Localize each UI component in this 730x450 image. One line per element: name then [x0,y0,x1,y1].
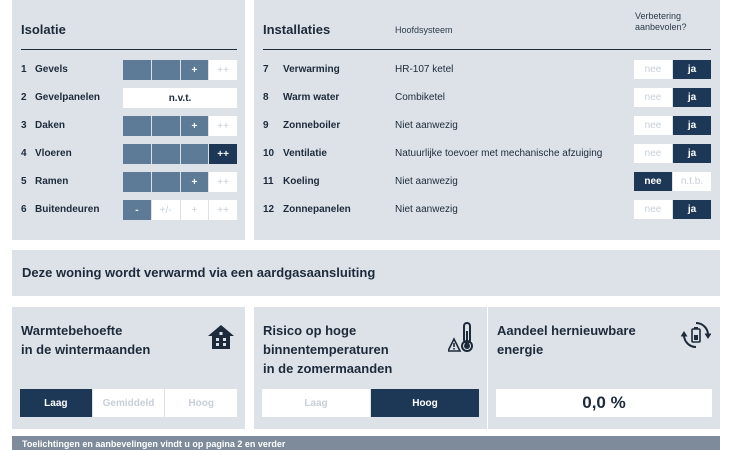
isolatie-divider [21,49,237,50]
risico-card [254,307,487,429]
isolatie-panel [12,0,245,240]
install-value-koeling: Niet aanwezig [395,176,458,187]
scale-segment [123,60,151,80]
recommend-toggle-warm-water [634,88,711,107]
scale-segment: ++ [209,60,237,80]
toggle-option-ja: ja [673,60,711,79]
thermometer-warning-icon [448,321,478,353]
toggle-option-ja: ja [673,200,711,219]
scale-segment: + [181,172,209,192]
meter-option-laag: Laag [20,389,92,417]
isolatie-title: Isolatie [21,22,66,37]
risico-meter [262,389,479,417]
isolatie-scale-ramen [123,172,237,192]
install-value-warm-water: Combiketel [395,92,446,103]
hoofdsysteem-header: Hoofdsysteem [395,25,453,35]
scale-segment [123,144,151,164]
isolatie-scale-daken [123,116,237,136]
toggle-option-nee: nee [634,172,672,191]
banner-text: Deze woning wordt verwarmd via een aardgasaansluiting [22,265,376,280]
isolatie-scale-buitendeuren [123,200,237,220]
risico-title: Risico op hoge binnentemperaturen in de zomermaanden [263,323,393,376]
install-row-koeling: 11 Koeling [263,176,320,187]
isolatie-row-buitendeuren: 6 Buitendeuren [21,204,100,215]
isolatie-row-daken: 3 Daken [21,120,66,131]
scale-segment [181,144,209,164]
house-icon [207,323,235,351]
scale-segment [123,172,151,192]
recommend-toggle-koeling [634,172,711,191]
warmtebehoefte-title: Warmtebehoefte in de wintermaanden [21,323,151,357]
footer-strip [12,436,720,450]
isolatie-row-ramen: 5 Ramen [21,176,69,187]
scale-segment: +/- [152,200,180,220]
aandeel-card [488,307,720,429]
installaties-title: Installaties [263,22,331,37]
isolatie-scale-gevels [123,60,237,80]
recommend-toggle-verwarming [634,60,711,79]
verbetering-header: Verbetering aanbevolen? [635,11,687,32]
install-value-verwarming: HR-107 ketel [395,64,454,75]
isolatie-scale-gevelpanelen [123,88,237,108]
toggle-option-ja: ja [673,144,711,163]
toggle-option-ntb: n.t.b. [673,172,711,191]
toggle-option-nee: nee [634,60,672,79]
toggle-option-nee: nee [634,88,672,107]
install-row-zonnepanelen: 12 Zonnepanelen [263,204,351,215]
scale-segment [152,144,180,164]
not-applicable-label: n.v.t. [123,88,237,108]
renewable-battery-icon [681,320,711,350]
scale-segment: ++ [209,172,237,192]
warmtebehoefte-card [12,307,245,429]
footer-text: Toelichtingen en aanbevelingen vindt u op pagina 2 en verder [22,439,286,449]
warmtebehoefte-meter [20,389,237,417]
installaties-divider [263,49,711,50]
scale-segment [152,172,180,192]
recommend-toggle-zonneboiler [634,116,711,135]
scale-segment [152,116,180,136]
isolatie-row-gevelpanelen: 2 Gevelpanelen [21,92,101,103]
scale-segment: + [181,60,209,80]
install-value-zonnepanelen: Niet aanwezig [395,204,458,215]
install-value-ventilatie: Natuurlijke toevoer met mechanische afzuiging [395,148,603,159]
scale-segment: ++ [209,200,237,220]
isolatie-scale-vloeren [123,144,237,164]
aandeel-title: Aandeel hernieuwbare energie [497,323,636,357]
toggle-option-nee: nee [634,200,672,219]
scale-segment [123,116,151,136]
install-row-verwarming: 7 Verwarming [263,64,340,75]
installaties-panel [254,0,720,240]
toggle-option-ja: ja [673,116,711,135]
meter-option-hoog: Hoog [165,389,237,417]
scale-segment: ++ [209,144,237,164]
scale-segment: + [181,116,209,136]
recommend-toggle-ventilatie [634,144,711,163]
scale-segment: - [123,200,151,220]
isolatie-row-gevels: 1 Gevels [21,64,68,75]
scale-segment: + [181,200,209,220]
meter-option-laag: Laag [262,389,370,417]
toggle-option-ja: ja [673,88,711,107]
scale-segment: ++ [209,116,237,136]
install-row-warm-water: 8 Warm water [263,92,340,103]
meter-option-gemiddeld: Gemiddeld [93,389,165,417]
install-row-ventilatie: 10 Ventilatie [263,148,327,159]
install-value-zonneboiler: Niet aanwezig [395,120,458,131]
toggle-option-nee: nee [634,116,672,135]
heating-banner [12,250,720,296]
recommend-toggle-zonnepanelen [634,200,711,219]
install-row-zonneboiler: 9 Zonneboiler [263,120,341,131]
aandeel-value: 0,0 % [496,389,712,417]
scale-segment [152,60,180,80]
isolatie-row-vloeren: 4 Vloeren [21,148,72,159]
toggle-option-nee: nee [634,144,672,163]
meter-option-hoog: Hoog [371,389,479,417]
